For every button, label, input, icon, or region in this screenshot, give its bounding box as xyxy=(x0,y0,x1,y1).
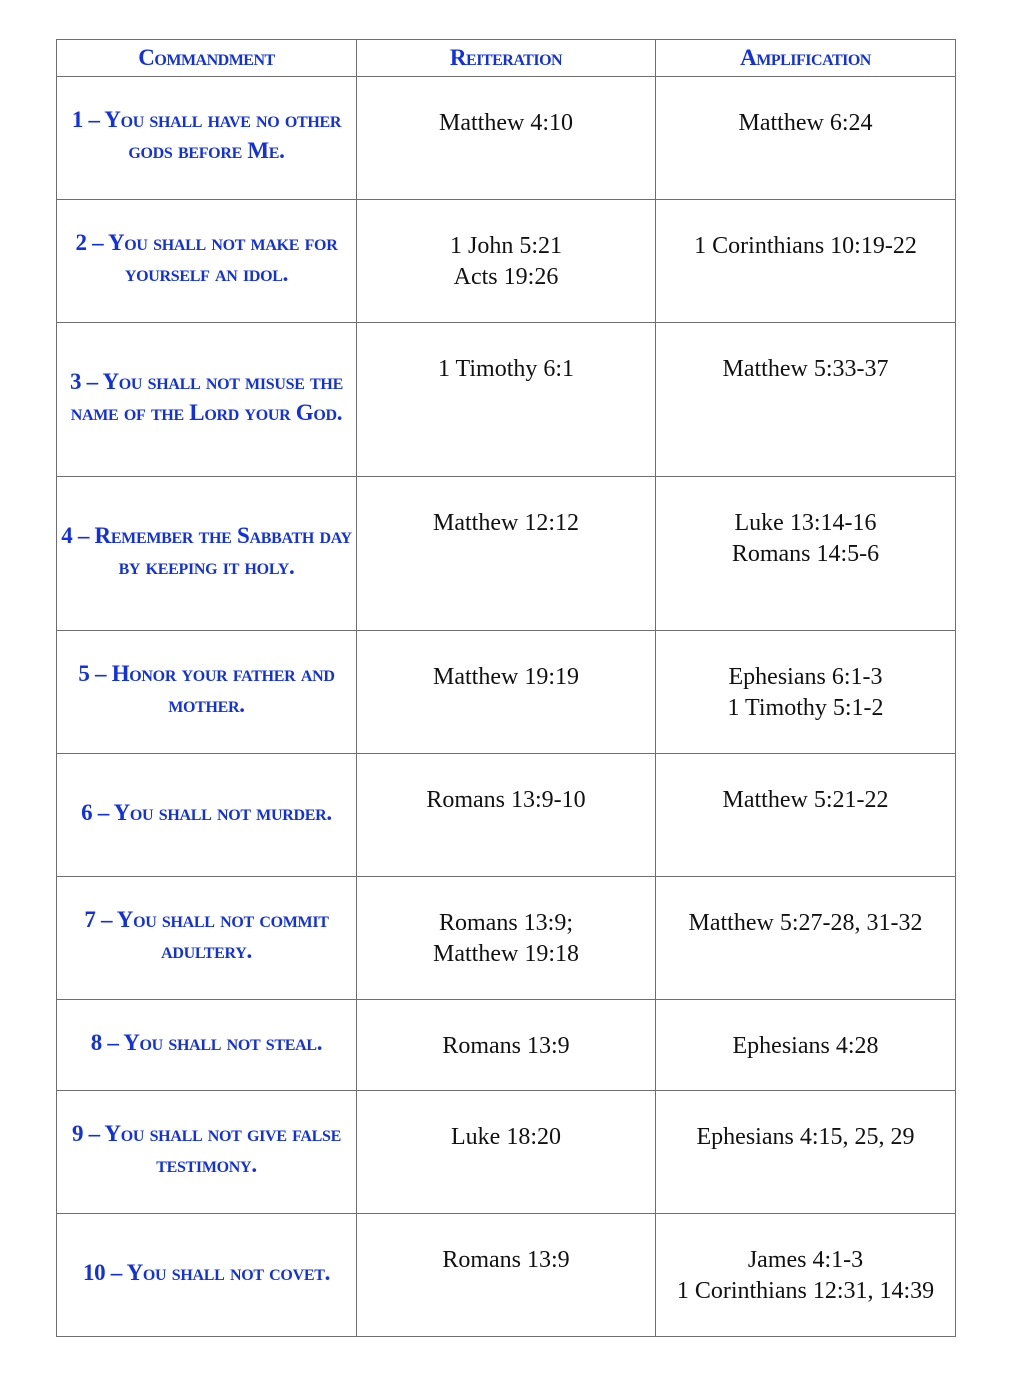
reiteration-ref: Acts 19:26 xyxy=(453,264,559,290)
amplification-ref: Ephesians 6:1-3 xyxy=(728,664,883,690)
reiteration-ref: 1 Timothy 6:1 xyxy=(437,356,575,382)
commandment-text: 4 – Remember the Sabbath day by keeping it holy. xyxy=(61,522,352,579)
reiteration-cell xyxy=(357,323,656,477)
commandment-cell xyxy=(57,1214,357,1337)
reiteration-ref: Romans 13:9 xyxy=(442,1033,570,1059)
commandment-cell xyxy=(57,200,357,323)
reiteration-ref: Matthew 19:18 xyxy=(433,941,579,967)
reiteration-cell xyxy=(357,1214,656,1337)
amplification-ref: 1 Corinthians 12:31, 14:39 xyxy=(676,1278,935,1304)
amplification-cell xyxy=(656,1214,956,1337)
amplification-cell xyxy=(656,323,956,477)
amplification-cell xyxy=(656,877,956,1000)
table-row xyxy=(57,1000,956,1091)
table-row xyxy=(57,877,956,1000)
reiteration-cell xyxy=(357,877,656,1000)
amplification-ref: Romans 14:5-6 xyxy=(731,541,880,567)
reiteration-cell xyxy=(357,754,656,877)
table-row xyxy=(57,631,956,754)
amplification-ref: 1 Corinthians 10:19-22 xyxy=(694,233,917,259)
amplification-cell xyxy=(656,1091,956,1214)
amplification-ref: Ephesians 4:15, 25, 29 xyxy=(696,1124,915,1150)
amplification-ref: Luke 13:14-16 xyxy=(734,510,877,536)
amplification-cell xyxy=(656,200,956,323)
reiteration-cell xyxy=(357,77,656,200)
reiteration-ref: Matthew 19:19 xyxy=(433,664,579,690)
commandment-text: 9 – You shall not give false testimony. xyxy=(71,1121,342,1177)
reiteration-ref: Matthew 4:10 xyxy=(439,110,573,136)
header-commandment: Commandment xyxy=(57,40,357,77)
table-row xyxy=(57,754,956,877)
amplification-ref: Matthew 5:21-22 xyxy=(722,787,889,813)
amplification-cell xyxy=(656,77,956,200)
amplification-cell xyxy=(656,631,956,754)
commandment-text: 6 – You shall not murder. xyxy=(81,799,332,825)
commandment-cell xyxy=(57,1000,357,1091)
commandments-table xyxy=(56,39,956,1337)
commandment-text: 1 – You shall have no other gods before Me. xyxy=(71,107,342,163)
amplification-cell xyxy=(656,754,956,877)
reiteration-cell xyxy=(357,477,656,631)
commandment-text: 8 – You shall not steal. xyxy=(90,1029,323,1055)
commandment-text: 2 – You shall not make for yourself an idol. xyxy=(75,230,338,286)
commandment-cell xyxy=(57,323,357,477)
amplification-ref: Matthew 5:27-28, 31-32 xyxy=(688,910,923,936)
commandment-text: 7 – You shall not commit adultery. xyxy=(84,907,329,963)
amplification-cell xyxy=(656,1000,956,1091)
reiteration-ref: Luke 18:20 xyxy=(451,1124,561,1150)
reiteration-cell xyxy=(357,1000,656,1091)
reiteration-cell xyxy=(357,200,656,323)
reiteration-ref: Romans 13:9; xyxy=(438,910,573,936)
commandment-text: 3 – You shall not misuse the name of the Lord your God. xyxy=(70,368,343,425)
table-row xyxy=(57,323,956,477)
table-row xyxy=(57,77,956,200)
amplification-ref: Matthew 6:24 xyxy=(738,110,873,136)
amplification-ref: 1 Timothy 5:1-2 xyxy=(727,695,884,721)
commandment-text: 5 – Honor your father and mother. xyxy=(78,661,335,717)
table-row xyxy=(57,1091,956,1214)
header-row xyxy=(57,40,956,77)
reiteration-ref: Romans 13:9-10 xyxy=(426,787,586,813)
commandment-text: 10 – You shall not covet. xyxy=(82,1259,331,1285)
commandment-cell xyxy=(57,631,357,754)
header-reiteration: Reiteration xyxy=(357,40,656,77)
commandment-cell xyxy=(57,477,357,631)
reiteration-ref: Romans 13:9 xyxy=(442,1247,570,1273)
reiteration-ref: Matthew 12:12 xyxy=(433,510,579,536)
reiteration-ref: 1 John 5:21 xyxy=(449,233,562,259)
table-row xyxy=(57,1214,956,1337)
table-row xyxy=(57,200,956,323)
commandment-cell xyxy=(57,877,357,1000)
commandment-cell xyxy=(57,1091,357,1214)
amplification-cell xyxy=(656,477,956,631)
reiteration-cell xyxy=(357,1091,656,1214)
header-amplification: Amplification xyxy=(656,40,956,77)
amplification-ref: Matthew 5:33-37 xyxy=(722,356,889,382)
amplification-ref: James 4:1-3 xyxy=(747,1247,864,1273)
commandment-cell xyxy=(57,754,357,877)
commandment-cell xyxy=(57,77,357,200)
reiteration-cell xyxy=(357,631,656,754)
amplification-ref: Ephesians 4:28 xyxy=(732,1033,879,1059)
table-row xyxy=(57,477,956,631)
